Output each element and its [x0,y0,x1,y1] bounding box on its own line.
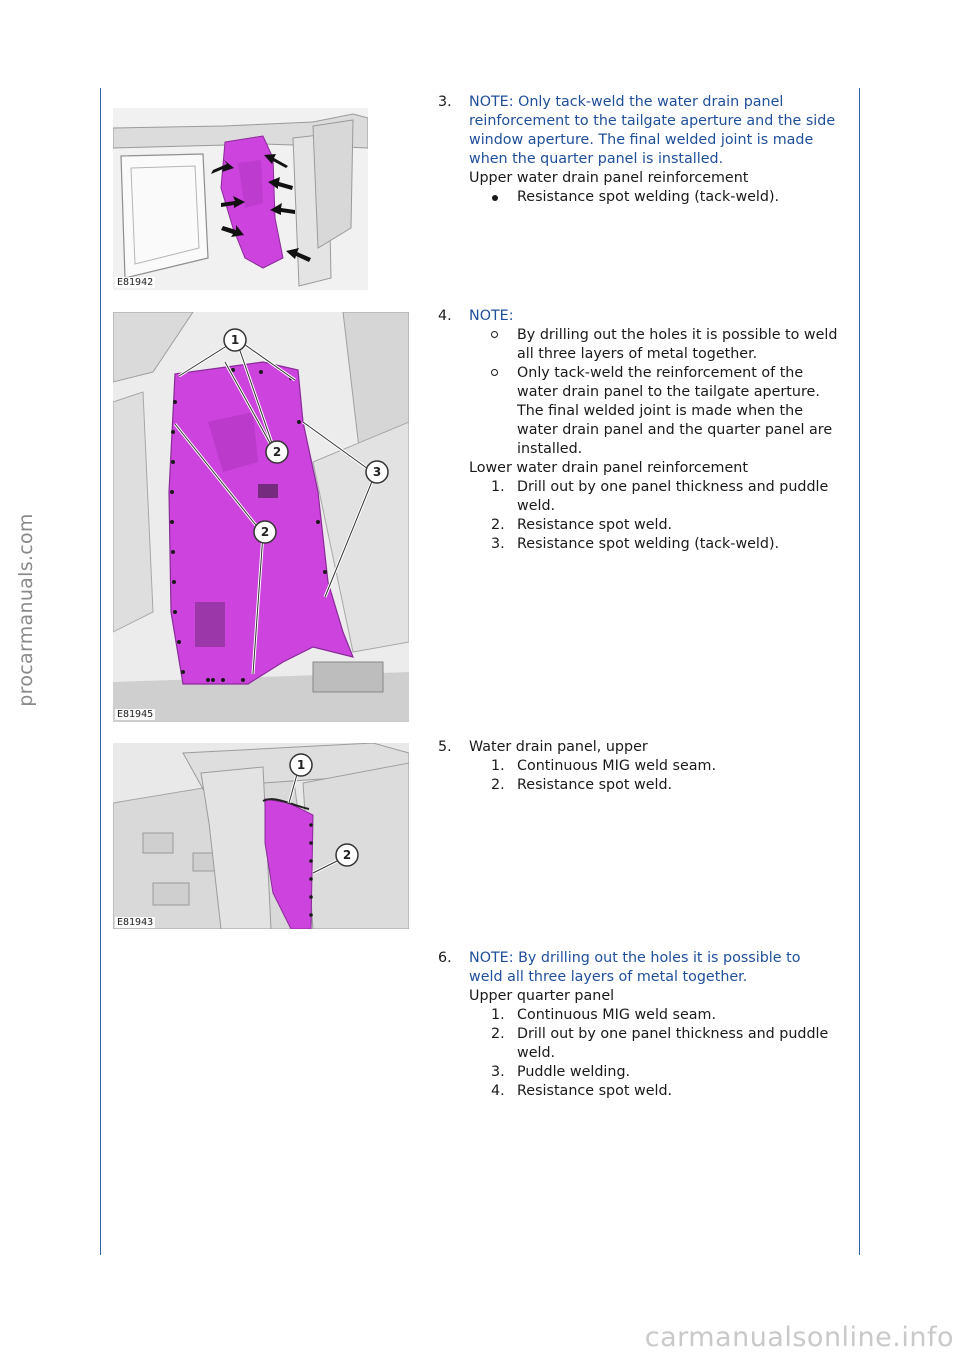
list-item-text: Continuous MIG weld seam. [517,1007,717,1023]
step-note: NOTE: Only tack-weld the water drain panel reinforcement to the tailgate aperture and the side window aperture. The final welded joint is made when the quarter panel is installed. [469,94,836,167]
list-item [469,1082,838,1101]
side-watermark [6,420,46,800]
list-item-number: 2. [491,517,505,533]
bullet-icon [492,195,498,201]
step-number: 5. [438,739,452,755]
step-4 [438,307,838,554]
callout-text-2b: 2 [260,525,270,539]
figure-water-drain-panel-illustration [113,743,409,929]
list-item-number: 1. [491,758,505,774]
ring-bullet-icon [491,331,498,338]
list-item-number: 2. [491,1026,505,1042]
list-item-number: 3. [491,536,505,552]
callout-text-2: 2 [342,848,352,862]
callout-text-1: 1 [296,758,306,772]
list-item [469,1025,838,1063]
list-item-text: By drilling out the holes it is possible to weld all three layers of metal together. [517,327,838,362]
list-item-text: Resistance spot weld. [517,1083,673,1099]
callout-text-3: 3 [372,465,382,479]
step-3 [438,93,838,207]
list-item [469,535,838,554]
step-note: NOTE: By drilling out the holes it is possible to weld all three layers of metal together. [469,950,801,985]
note-list [469,326,838,459]
bottom-watermark: carmanualsonline.info [644,1322,954,1353]
bullet-list [469,188,838,207]
callout-text-2a: 2 [272,445,282,459]
figure-lower-reinforcement-illustration [113,312,409,722]
step-5 [438,738,838,795]
list-item-text: Resistance spot welding (tack-weld). [517,536,780,552]
step-title: Upper quarter panel [469,988,615,1004]
step-title: Lower water drain panel reinforcement [469,460,748,476]
numbered-list [469,1006,838,1101]
figure-code-label: E81945 [117,709,154,720]
list-item [469,1063,838,1082]
list-item [469,516,838,535]
figure-water-drain-panel [113,743,409,929]
list-item [469,1006,838,1025]
list-item-text: Only tack-weld the reinforcement of the water drain panel to the tailgate aperture. The final welded joint is made when the water drain panel and the quarter panel are installed. [517,365,833,457]
figure-code-label: E81943 [117,917,154,928]
list-item [469,478,838,516]
figure-lower-reinforcement [113,312,409,722]
list-item [469,364,838,459]
list-item [469,757,838,776]
step-note: NOTE: [469,308,514,324]
list-item-text: Resistance spot weld. [517,777,673,793]
step-title: Upper water drain panel reinforcement [469,170,749,186]
ring-bullet-icon [491,369,498,376]
figure-upper-reinforcement-illustration [113,108,368,290]
list-item-text: Drill out by one panel thickness and puddle weld. [517,1026,829,1061]
step-number: 3. [438,94,452,110]
list-item-text: Continuous MIG weld seam. [517,758,717,774]
list-item-number: 1. [491,479,505,495]
step-title: Water drain panel, upper [469,739,648,755]
list-item [469,776,838,795]
numbered-list [469,757,838,795]
left-margin-rule [100,88,101,1255]
list-item-number: 4. [491,1083,505,1099]
list-item-text: Puddle welding. [517,1064,631,1080]
callout-text-1: 1 [230,333,240,347]
list-item-text: Drill out by one panel thickness and puddle weld. [517,479,829,514]
list-item-number: 2. [491,777,505,793]
numbered-list [469,478,838,554]
step-6 [438,949,838,1101]
figure-code-label: E81942 [117,277,154,288]
list-item-number: 1. [491,1007,505,1023]
list-item-text: Resistance spot weld. [517,517,673,533]
figure-upper-reinforcement [113,108,368,290]
step-number: 4. [438,308,452,324]
list-item [469,188,838,207]
right-margin-rule [859,88,860,1255]
list-item-text: Resistance spot welding (tack-weld). [517,189,780,205]
list-item [469,326,838,364]
side-watermark-text: procarmanuals.com [15,513,37,707]
list-item-number: 3. [491,1064,505,1080]
step-number: 6. [438,950,452,966]
